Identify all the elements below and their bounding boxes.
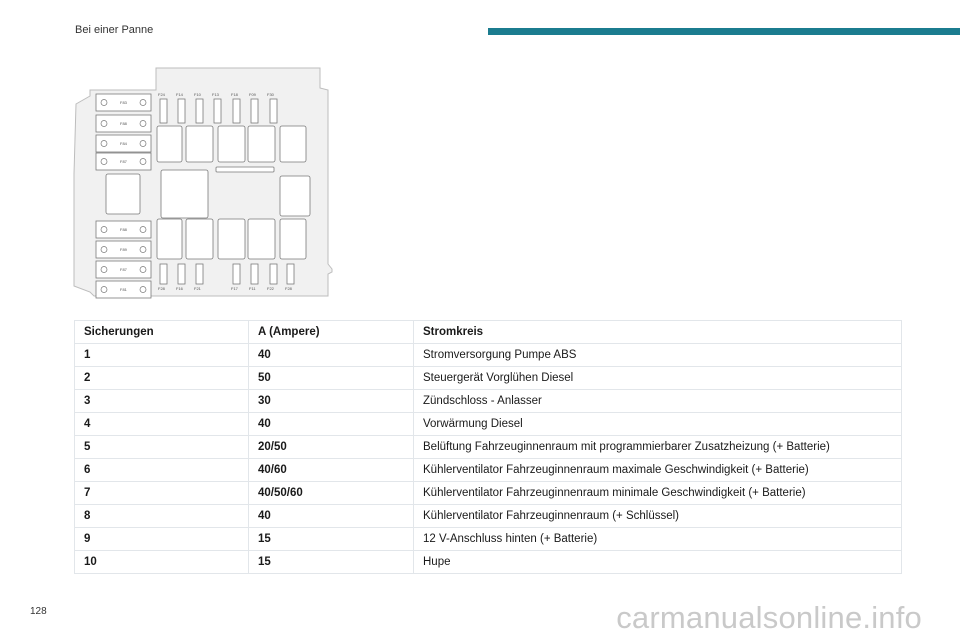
table-row bbox=[75, 551, 902, 574]
fuse-label: F87 bbox=[120, 267, 127, 272]
fuse-label: F14 bbox=[176, 92, 183, 97]
table-row bbox=[75, 482, 902, 505]
fuse-circuit: Kühlerventilator Fahrzeuginnenraum minimale Geschwindigkeit (+ Batterie) bbox=[414, 482, 902, 505]
table-header-row bbox=[75, 321, 902, 344]
fuse-ampere: 40 bbox=[249, 413, 414, 436]
fuse-label: F17 bbox=[231, 286, 238, 291]
fuse-label: F88 bbox=[120, 227, 127, 232]
fuse-circuit: Kühlerventilator Fahrzeuginnenraum maximale Geschwindigkeit (+ Batterie) bbox=[414, 459, 902, 482]
fuse-circuit: Zündschloss - Anlasser bbox=[414, 390, 902, 413]
fuse-label: F18 bbox=[231, 92, 238, 97]
fuse-label: F28 bbox=[285, 286, 292, 291]
section-accent-bar bbox=[488, 28, 960, 35]
fuse-label: F21 bbox=[194, 286, 201, 291]
fuse-number: 3 bbox=[75, 390, 249, 413]
table-row bbox=[75, 459, 902, 482]
fuse-circuit: Kühlerventilator Fahrzeuginnenraum (+ Schlüssel) bbox=[414, 505, 902, 528]
fuse-number: 8 bbox=[75, 505, 249, 528]
fuse-ampere: 50 bbox=[249, 367, 414, 390]
fuse-number: 6 bbox=[75, 459, 249, 482]
section-title: Bei einer Panne bbox=[75, 24, 154, 36]
fuse-circuit: 12 V-Anschluss hinten (+ Batterie) bbox=[414, 528, 902, 551]
fuse-number: 4 bbox=[75, 413, 249, 436]
fuse-number: 9 bbox=[75, 528, 249, 551]
page-number: 128 bbox=[30, 606, 47, 617]
table-row bbox=[75, 367, 902, 390]
fuse-ampere: 40/60 bbox=[249, 459, 414, 482]
fuse-number: 7 bbox=[75, 482, 249, 505]
fuse-label: F22 bbox=[267, 286, 274, 291]
fuse-label: F13 bbox=[212, 92, 219, 97]
fuse-ampere: 20/50 bbox=[249, 436, 414, 459]
fuse-label: F09 bbox=[249, 92, 256, 97]
column-header: Stromkreis bbox=[414, 321, 902, 344]
fuse-label: F10 bbox=[194, 92, 201, 97]
column-header: Sicherungen bbox=[75, 321, 249, 344]
fuse-ampere: 40/50/60 bbox=[249, 482, 414, 505]
fuse-ampere: 15 bbox=[249, 551, 414, 574]
fuse-label: F16 bbox=[176, 286, 183, 291]
fuse-number: 10 bbox=[75, 551, 249, 574]
table-row bbox=[75, 413, 902, 436]
fuse-label: F84 bbox=[120, 141, 127, 146]
table-row bbox=[75, 344, 902, 367]
table-row bbox=[75, 505, 902, 528]
fuse-circuit: Belüftung Fahrzeuginnenraum mit programmierbarer Zusatzheizung (+ Batterie) bbox=[414, 436, 902, 459]
fuse-label: F24 bbox=[158, 92, 165, 97]
column-header: A (Ampere) bbox=[249, 321, 414, 344]
table-row bbox=[75, 436, 902, 459]
fuse-number: 1 bbox=[75, 344, 249, 367]
fuse-label: F89 bbox=[120, 247, 127, 252]
fuse-number: 2 bbox=[75, 367, 249, 390]
fuse-box-diagram bbox=[70, 64, 336, 304]
fuse-ampere: 40 bbox=[249, 344, 414, 367]
watermark: carmanualsonline.info bbox=[616, 600, 922, 635]
fuse-label: F11 bbox=[249, 286, 256, 291]
fuse-label: F87 bbox=[120, 159, 127, 164]
table-row bbox=[75, 390, 902, 413]
fuse-circuit: Hupe bbox=[414, 551, 902, 574]
fuse-circuit: Vorwärmung Diesel bbox=[414, 413, 902, 436]
fuse-ampere: 15 bbox=[249, 528, 414, 551]
fuse-circuit: Stromversorgung Pumpe ABS bbox=[414, 344, 902, 367]
fuse-label: F83 bbox=[120, 100, 127, 105]
fuse-circuit: Steuergerät Vorglühen Diesel bbox=[414, 367, 902, 390]
fuse-label: F81 bbox=[120, 287, 127, 292]
fuse-table bbox=[74, 320, 902, 574]
fuse-number: 5 bbox=[75, 436, 249, 459]
fuse-label: F30 bbox=[267, 92, 274, 97]
fuse-label: F28 bbox=[158, 286, 165, 291]
fuse-ampere: 40 bbox=[249, 505, 414, 528]
fuse-ampere: 30 bbox=[249, 390, 414, 413]
fuse-label: F88 bbox=[120, 121, 127, 126]
table-row bbox=[75, 528, 902, 551]
